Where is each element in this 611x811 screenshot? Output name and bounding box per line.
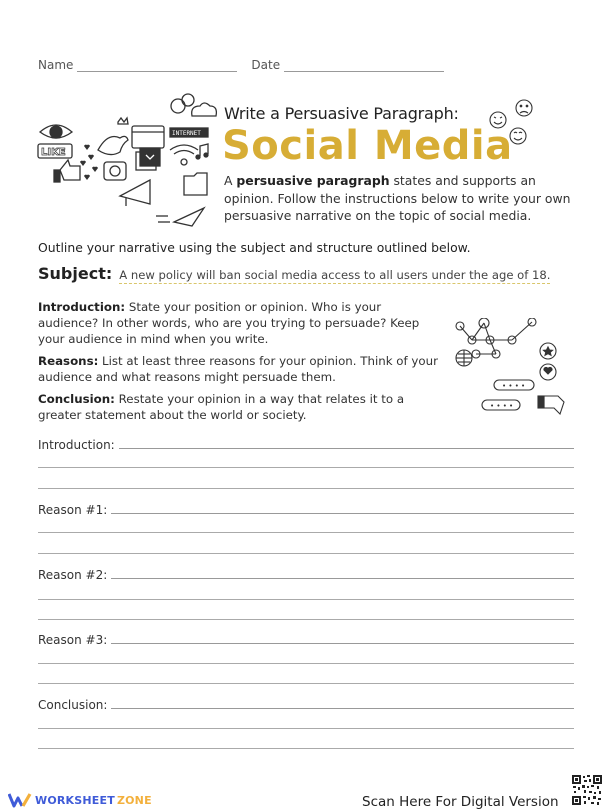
worksheetzone-w-icon xyxy=(8,792,32,808)
answer-line[interactable] xyxy=(38,728,574,729)
answer-line[interactable] xyxy=(38,553,574,554)
paper-plane-icon xyxy=(156,208,204,226)
writing-row-introduction: Introduction: xyxy=(38,434,574,452)
browser-window-icon xyxy=(132,126,164,148)
star-badge-icon xyxy=(540,343,556,359)
svg-text:• • • •: • • • • xyxy=(490,402,514,410)
writing-row-conclusion: Conclusion: xyxy=(38,694,574,712)
scan-digital-version-text: Scan Here For Digital Version xyxy=(362,794,559,810)
intro-paragraph: A persuasive paragraph states and supports an opinion. Follow the instructions below to write your own persuasive narrative on the topic of social media. xyxy=(224,173,571,224)
date-field[interactable] xyxy=(284,59,444,72)
writing-row-reason-1: Reason #1: xyxy=(38,499,574,517)
answer-line[interactable] xyxy=(38,663,574,664)
subject-text: A new policy will ban social media access to all users under the age of 18. xyxy=(119,268,551,282)
reason-1-answer-line[interactable] xyxy=(111,512,574,514)
svg-text:LIKE: LIKE xyxy=(41,147,66,158)
subject-row xyxy=(38,264,550,284)
answer-line[interactable] xyxy=(38,599,574,600)
bird-icon xyxy=(98,118,128,155)
speech-bubble-icon xyxy=(482,400,520,410)
conclusion-answer-line[interactable] xyxy=(111,707,574,709)
name-label: Name xyxy=(38,58,74,72)
camera-icon xyxy=(104,162,126,180)
instruction-reasons: Reasons: List at least three reasons for your opinion. Think of your audience and what reasons might persuade them. xyxy=(38,354,438,384)
network-doodles xyxy=(452,318,577,423)
hearts-icon xyxy=(80,145,98,180)
instruction-introduction: Introduction: State your position or opinion. Who is your audience? In other words, who are you trying to persuade? Keep your audience in mind when you write. xyxy=(38,300,420,346)
introduction-answer-line[interactable] xyxy=(119,447,574,449)
eye-icon xyxy=(40,125,72,138)
name-date-row xyxy=(38,58,444,72)
qr-code-icon[interactable] xyxy=(571,774,603,806)
outline-instruction: Outline your narrative using the subject and structure outlined below. xyxy=(38,240,471,255)
worksheet-subtitle: Write a Persuasive Paragraph: xyxy=(224,104,459,123)
date-label: Date xyxy=(251,58,281,72)
music-note-icon xyxy=(196,144,208,159)
logo-text-worksheet: WORKSHEET xyxy=(35,793,115,807)
photo-heart-icon xyxy=(136,148,160,170)
reason-2-answer-line[interactable] xyxy=(111,577,574,579)
writing-row-reason-2: Reason #2: xyxy=(38,564,574,582)
megaphone-icon xyxy=(120,180,150,206)
subject-label: Subject: xyxy=(38,264,113,283)
instruction-conclusion: Conclusion: Restate your opinion in a way that relates it to a greater statement about the world or society. xyxy=(38,392,405,422)
crying-face-icon xyxy=(516,100,532,116)
answer-line[interactable] xyxy=(38,488,574,489)
intro-bold-term: persuasive paragraph xyxy=(236,173,390,188)
wifi-icon xyxy=(170,145,198,165)
writing-row-reason-3: Reason #3: xyxy=(38,629,574,647)
folder-icon xyxy=(184,173,207,195)
answer-line[interactable] xyxy=(38,619,574,620)
thumbs-down-icon xyxy=(538,396,564,414)
heart-badge-icon xyxy=(540,364,556,380)
network-graph-icon xyxy=(456,318,536,358)
globe-icon xyxy=(456,350,472,366)
like-icon xyxy=(38,144,72,158)
thumbs-up-icon xyxy=(54,160,80,182)
svg-text:INTERNET: INTERNET xyxy=(172,130,201,137)
worksheet-title: Social Media xyxy=(222,123,513,169)
name-field[interactable] xyxy=(77,59,237,72)
speech-bubble-icon xyxy=(494,380,534,390)
smiling-face-icon xyxy=(510,128,526,144)
laughing-face-icon xyxy=(490,112,506,128)
answer-line[interactable] xyxy=(38,467,574,468)
emoji-doodles xyxy=(486,98,546,150)
social-media-doodles xyxy=(36,92,226,232)
answer-line[interactable] xyxy=(38,748,574,749)
chat-cloud-icon xyxy=(171,94,216,116)
reason-3-answer-line[interactable] xyxy=(111,642,574,644)
internet-label-icon xyxy=(170,128,208,137)
answer-line[interactable] xyxy=(38,683,574,684)
logo-text-zone: ZONE xyxy=(116,793,152,807)
answer-line[interactable] xyxy=(38,532,574,533)
worksheetzone-logo[interactable] xyxy=(8,792,152,808)
svg-text:• • • •: • • • • xyxy=(502,382,526,390)
